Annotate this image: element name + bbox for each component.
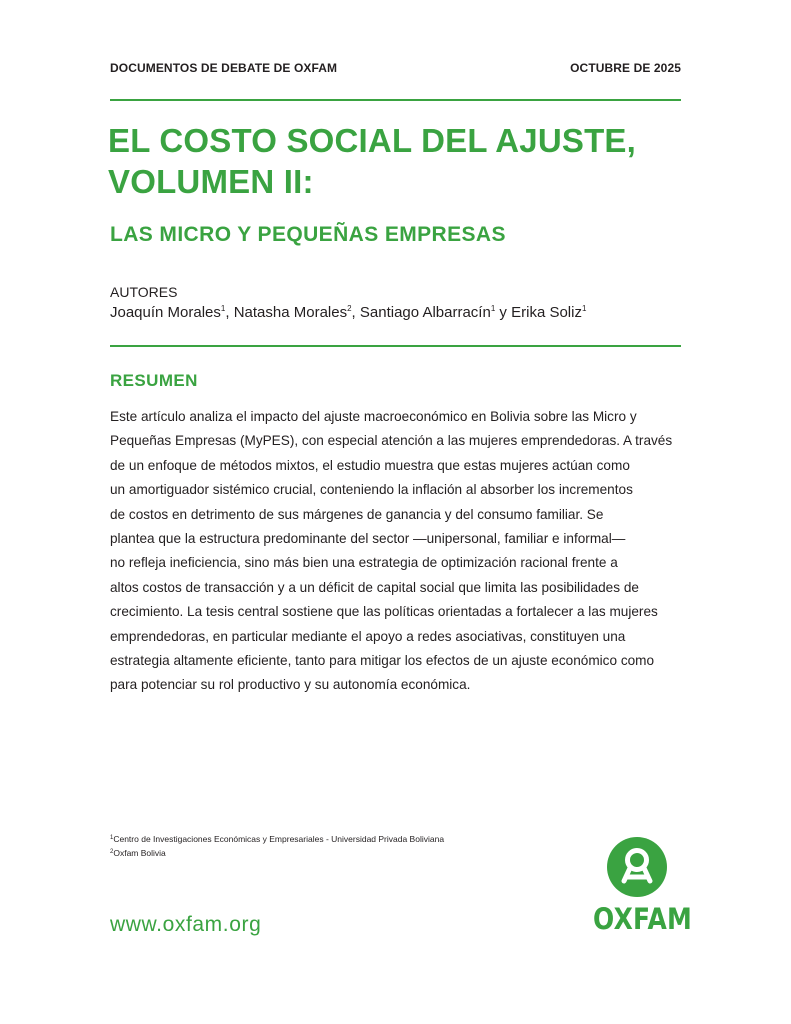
title-line-2: VOLUMEN II:: [108, 163, 314, 200]
authors-line: [110, 304, 586, 321]
author-separator: ,: [225, 304, 234, 321]
summary-line: de costos en detrimento de sus márgenes de ganancia y del consumo familiar. Se: [110, 506, 604, 522]
footnotes: [110, 832, 444, 860]
website-link[interactable]: www.oxfam.org: [110, 913, 262, 936]
summary-line: altos costos de transacción y a un déficit de capital social que limita las posibilidades de: [110, 579, 639, 595]
summary-body: [110, 405, 685, 698]
summary-line: un amortiguador sistémico crucial, conteniendo la inflación al absorber los incrementos: [110, 482, 633, 498]
oxfam-logo-icon: [607, 837, 667, 897]
publication-date: OCTUBRE DE 2025: [570, 61, 681, 75]
section-divider: [110, 345, 681, 347]
footnote: [110, 832, 444, 846]
summary-line: no refleja ineficiencia, sino más bien una estrategia de optimización racional frente a: [110, 555, 618, 571]
summary-line: de un enfoque de métodos mixtos, el estudio muestra que estas mujeres actúan como: [110, 457, 630, 473]
author-affiliation-mark: 1: [220, 304, 226, 313]
author-name: Santiago Albarracín: [359, 304, 491, 321]
author-affiliation-mark: 1: [490, 304, 496, 313]
document-title: [108, 120, 688, 202]
footnote-text: Oxfam Bolivia: [113, 848, 166, 858]
author-name: Joaquín Morales: [110, 304, 221, 321]
author-separator: ,: [351, 304, 360, 321]
authors-label: AUTORES: [110, 284, 178, 300]
summary-line: crecimiento. La tesis central sostiene que las políticas orientadas a fortalecer a las mujeres: [110, 604, 658, 620]
summary-line: plantea que la estructura predominante del sector —unipersonal, familiar e informal—: [110, 531, 626, 547]
top-divider: [110, 99, 681, 101]
summary-line: para potenciar su rol productivo y su autonomía económica.: [110, 677, 471, 693]
author-separator: y: [495, 304, 512, 321]
author-name: Natasha Morales: [233, 304, 348, 321]
series-label: DOCUMENTOS DE DEBATE DE OXFAM: [110, 61, 338, 75]
summary-line: Pequeñas Empresas (MyPES), con especial atención a las mujeres emprendedoras. A través: [110, 433, 673, 449]
document-subtitle: LAS MICRO Y PEQUEÑAS EMPRESAS: [110, 223, 506, 246]
title-line-1: EL COSTO SOCIAL DEL AJUSTE,: [108, 122, 637, 159]
summary-line: emprendedoras, en particular mediante el apoyo a redes asociativas, constituyen una: [110, 628, 626, 644]
oxfam-logo-wordmark: OXFAM: [593, 902, 693, 936]
summary-line: estrategia altamente eficiente, tanto para mitigar los efectos de un ajuste económico como: [110, 653, 655, 669]
footnote-mark: 2: [110, 849, 114, 855]
author-affiliation-mark: 2: [347, 304, 352, 313]
author-name: Erika Soliz: [511, 304, 582, 321]
footnote-text: Centro de Investigaciones Económicas y Empresariales - Universidad Privada Boliviana: [113, 834, 445, 844]
footnote-mark: 1: [110, 835, 114, 841]
author-affiliation-mark: 1: [581, 304, 587, 313]
footnote: [110, 846, 444, 860]
summary-heading: RESUMEN: [110, 371, 198, 390]
summary-line: Este artículo analiza el impacto del ajuste macroeconómico en Bolivia sobre las Micro y: [110, 409, 637, 424]
